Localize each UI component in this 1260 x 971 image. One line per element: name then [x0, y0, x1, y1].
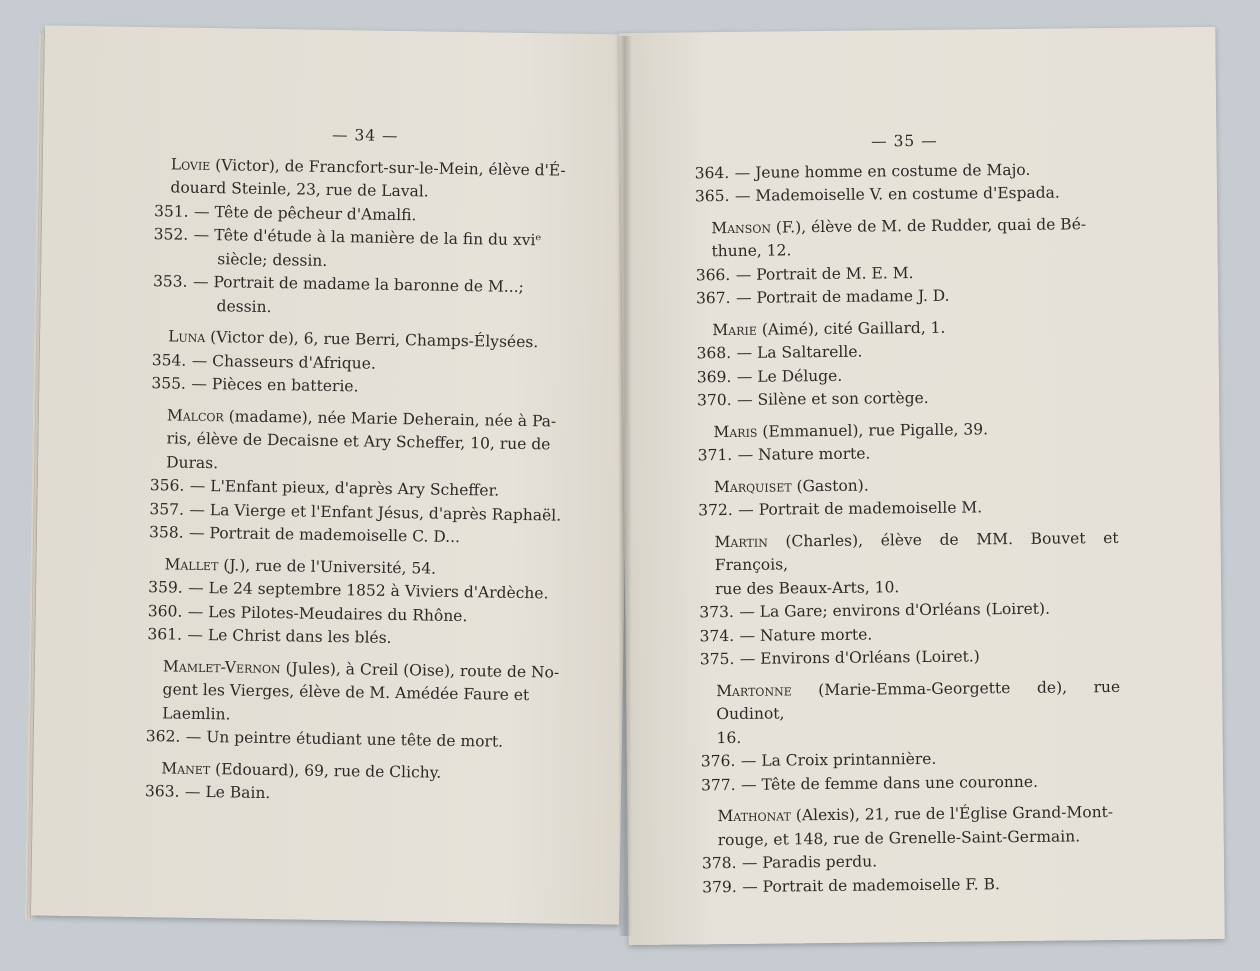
artist-name: Manet — [161, 758, 211, 778]
item-title — [738, 440, 1118, 467]
catalogue-item — [152, 270, 573, 324]
item-title-line: — Chasseurs d'Afrique. — [191, 351, 376, 373]
artist-details-line: ris, élève de Decaisne et Ary Scheffer, 10, rue de — [166, 429, 551, 454]
artist-entry — [701, 801, 1121, 852]
artist-details-line: 16. — [716, 728, 742, 747]
item-title — [192, 271, 573, 324]
left-page-entries — [145, 153, 575, 811]
item-title-line: — La Vierge et l'Enfant Jésus, d'après Raphaël. — [189, 500, 562, 525]
catalogue-item — [695, 181, 1115, 209]
item-number: 352. — [153, 225, 189, 244]
artist-entry — [695, 212, 1115, 263]
item-number: 366. — [695, 265, 731, 284]
item-title-line: — Portrait de madame J. D. — [735, 286, 950, 307]
item-title-line: — Silène et son cortège. — [736, 388, 929, 409]
item-number: 354. — [151, 350, 187, 370]
artist-name: Manson — [711, 218, 771, 237]
catalogue-item — [700, 644, 1120, 672]
item-number: 361. — [147, 625, 183, 644]
item-title-line: — Environs d'Orléans (Loiret.) — [739, 647, 980, 668]
catalogue-item — [698, 440, 1118, 468]
item-number: 353. — [152, 272, 188, 291]
artist-details-line: (Jules), à Creil (Oise), route de No- — [285, 658, 560, 682]
artist-details-line: rouge, et 148, rue de Grenelle-Saint-Germain. — [717, 826, 1081, 849]
item-title — [735, 181, 1115, 208]
artist-name: Mamlet-Vernon — [162, 656, 281, 677]
artist-details-line: gent les Vierges, élève de M. Amédée Faure et — [162, 680, 530, 705]
item-title-line: — Mademoiselle V. en costume d'Espada. — [734, 183, 1060, 205]
catalogue-item — [696, 283, 1116, 311]
item-title-line: — Paradis perdu. — [741, 852, 878, 872]
artist-name: Mallet — [164, 554, 219, 574]
item-number: 355. — [151, 374, 187, 393]
item-title — [186, 726, 566, 755]
item-title — [191, 373, 571, 402]
item-title — [189, 522, 569, 551]
artist-name: Marie — [712, 320, 757, 339]
artist-name: Luna — [168, 327, 206, 346]
item-title-line: — Portrait de mademoiselle M. — [738, 498, 983, 519]
left-page — [31, 25, 633, 924]
item-title-line: — Portrait de mademoiselle F. B. — [742, 874, 1000, 896]
artist-details-line: (Charles), élève de MM. Bouvet et François, — [714, 528, 1119, 575]
item-title-line: — L'Enfant pieux, d'après Ary Scheffer. — [189, 476, 500, 500]
right-page-entries — [695, 157, 1123, 899]
artist-name: Martin — [714, 532, 768, 551]
catalogue-item — [698, 495, 1118, 523]
item-title-line: — Le Christ dans les blés. — [187, 625, 392, 647]
artist-details-line: (madame), née Marie Deherain, née à Pa- — [228, 406, 557, 431]
left-page-content — [145, 121, 576, 810]
item-number: 351. — [153, 201, 189, 221]
item-title-line: — Portrait de mademoiselle C. D... — [188, 523, 461, 547]
artist-details-line: douard Steinle, 23, rue de Laval. — [170, 178, 429, 201]
artist-name: Marquiset — [713, 476, 792, 496]
artist-details-line: (Gaston). — [796, 476, 869, 495]
artist-entry — [154, 153, 575, 207]
item-number: 357. — [149, 499, 185, 519]
item-title-line: — Nature morte. — [739, 625, 873, 645]
item-title — [738, 495, 1118, 522]
item-title-line: dessin. — [216, 296, 272, 316]
item-title — [185, 781, 565, 810]
item-number: 364. — [694, 163, 730, 182]
item-title — [187, 624, 567, 653]
artist-details-line: (Victor de), 6, rue Berri, Champs-Élysées. — [210, 328, 539, 352]
item-number: 371. — [697, 445, 733, 465]
item-title-line: — Nature morte. — [737, 444, 871, 464]
artist-details-line: rue des Beaux-Arts, 10. — [714, 577, 900, 598]
catalogue-item — [702, 871, 1122, 899]
item-title-line: — Jeune homme en costume de Majo. — [734, 160, 1031, 182]
item-number: 373. — [699, 602, 734, 622]
item-title-line: — Le Déluge. — [736, 366, 843, 386]
artist-name: Lovie — [170, 154, 211, 174]
item-number: 369. — [696, 367, 732, 386]
book-gutter — [618, 36, 632, 936]
artist-name: Martonne — [716, 680, 792, 700]
item-number: 363. — [144, 782, 180, 801]
item-number: 365. — [694, 187, 730, 206]
item-number: 362. — [145, 727, 181, 746]
item-title-line: — Les Pilotes-Meudaires du Rhône. — [187, 602, 468, 625]
artist-details-line: thune, 12. — [711, 241, 792, 261]
item-title-line: — La Croix printannière. — [740, 749, 937, 770]
item-number: 356. — [149, 476, 185, 495]
artist-details-line: (Victor), de Francfort-sur-le-Mein, élève d'É- — [215, 155, 566, 180]
item-title-line: — Portrait de M. E. M. — [735, 263, 914, 284]
item-number: 367. — [695, 288, 731, 308]
catalogue-item — [697, 385, 1117, 413]
artist-details-line: (Emmanuel), rue Pigalle, 39. — [762, 419, 989, 441]
left-page-number: — 34 — — [331, 125, 399, 146]
item-number: 370. — [696, 390, 732, 410]
artist-details-line: (Edouard), 69, rue de Clichy. — [214, 759, 442, 782]
item-title-line: — Le Bain. — [184, 782, 271, 803]
item-title-line: — Portrait de madame la baronne de M...; — [192, 272, 524, 296]
artist-details-line: Duras. — [166, 452, 219, 472]
artist-details-line: (F.), élève de M. de Rudder, quai de Bé- — [775, 214, 1087, 237]
item-title — [737, 385, 1117, 412]
item-number: 372. — [698, 500, 733, 520]
item-title — [193, 224, 574, 277]
artist-entry — [700, 675, 1121, 750]
artist-details-line: (Alexis), 21, rue de l'Église Grand-Mont- — [795, 803, 1114, 825]
catalogue-item — [701, 769, 1121, 797]
item-number: 379. — [702, 877, 737, 896]
item-title-line: siècle; dessin. — [217, 249, 328, 270]
item-title-line: — Tête d'étude à la manière de la fin du xviᵉ — [193, 225, 542, 250]
artist-entry — [150, 404, 571, 481]
right-page-content — [694, 128, 1122, 899]
artist-name: Mathonat — [717, 806, 792, 826]
item-number: 377. — [701, 775, 736, 794]
artist-details-line: (Marie-Emma-Georgette de), rue Oudinot, — [716, 677, 1121, 724]
item-number: 376. — [700, 751, 736, 771]
artist-name: Malcor — [166, 405, 224, 425]
item-number: 360. — [147, 601, 183, 621]
item-title-line: — La Gare; environs d'Orléans (Loiret). — [739, 599, 1051, 621]
item-number: 378. — [701, 853, 737, 873]
artist-details-line: (Aimé), cité Gaillard, 1. — [761, 318, 946, 339]
item-number: 358. — [148, 523, 184, 542]
item-title-line: — La Saltarelle. — [736, 342, 863, 362]
catalogue-item — [153, 223, 574, 277]
item-number: 374. — [699, 626, 735, 645]
item-number: 368. — [696, 343, 732, 363]
item-title-line: — Tête de pêcheur d'Amalfi. — [193, 202, 417, 224]
item-number: 375. — [699, 649, 735, 669]
artist-details-line: (J.), rue de l'Université, 54. — [223, 555, 437, 578]
item-title — [736, 283, 1116, 310]
right-page — [619, 27, 1225, 945]
item-title-line: — Un peintre étudiant une tête de mort. — [185, 727, 504, 751]
item-title-line: — Pièces en batterie. — [191, 374, 359, 396]
item-title — [740, 644, 1120, 671]
artist-name: Maris — [713, 422, 758, 441]
artist-details-line: Laemlin. — [162, 703, 231, 723]
item-title — [741, 769, 1121, 796]
artist-entry — [698, 526, 1119, 601]
item-title-line: — Le 24 septembre 1852 à Viviers d'Ardèche. — [188, 578, 549, 603]
item-title-line: — Tête de femme dans une couronne. — [741, 772, 1039, 794]
right-page-number: — 35 — — [870, 131, 938, 151]
artist-entry — [146, 655, 567, 732]
item-title — [742, 871, 1122, 898]
item-number: 359. — [148, 578, 183, 597]
